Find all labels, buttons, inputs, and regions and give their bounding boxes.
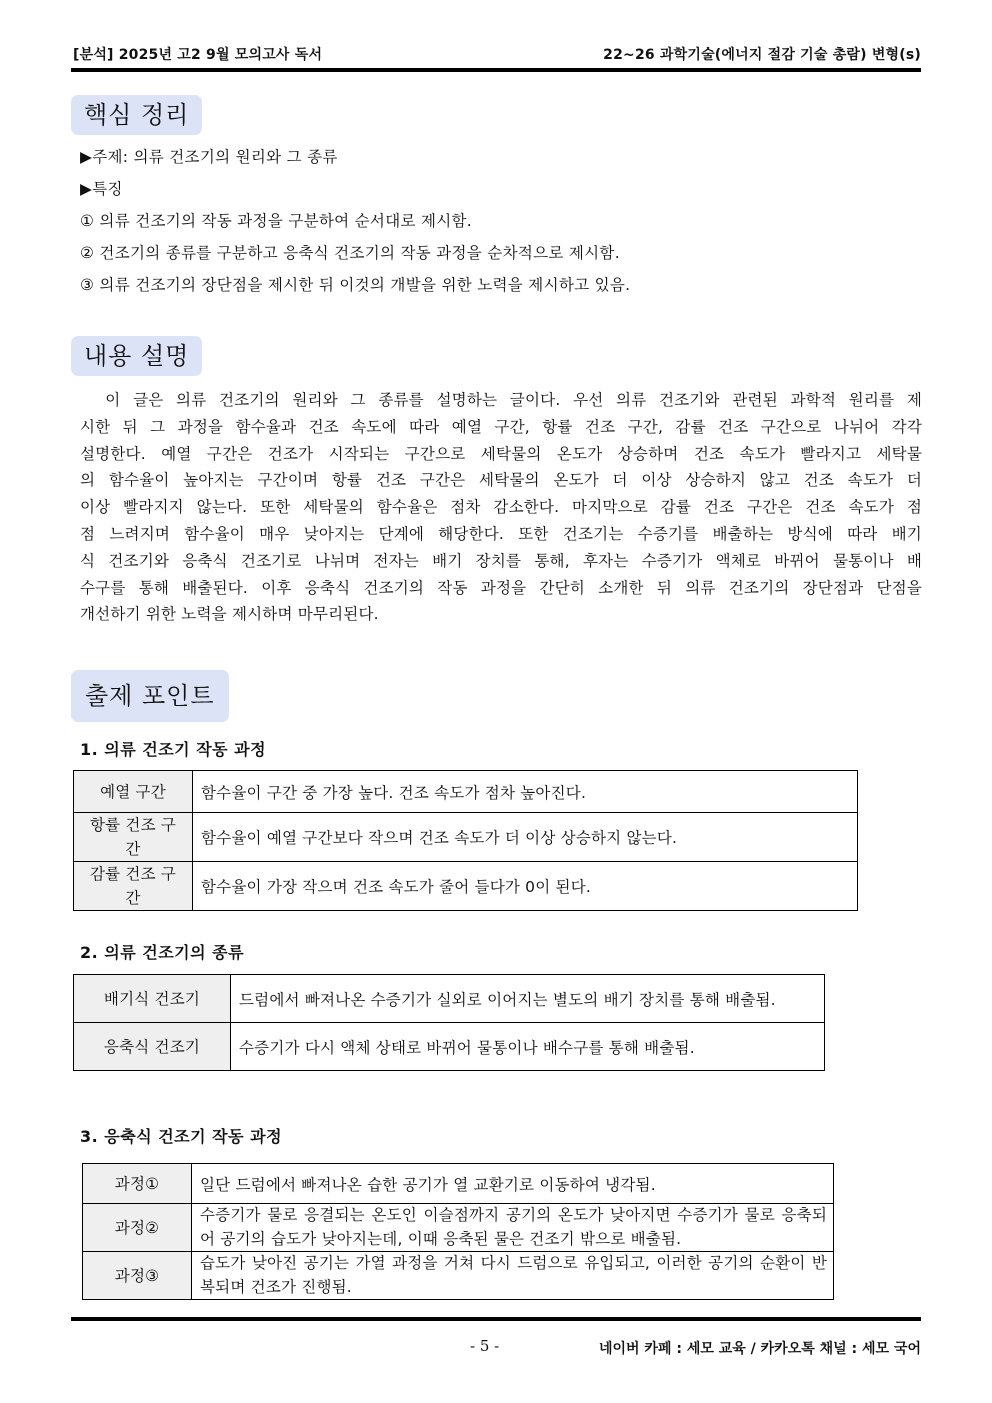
row-key: 감률 건조 구간 — [74, 862, 193, 911]
drying-process-table — [73, 770, 858, 911]
row-key: 응축식 건조기 — [74, 1023, 231, 1071]
points-sec3-heading: 3. 응축식 건조기 작동 과정 — [80, 1127, 283, 1146]
points-sec2-heading: 2. 의류 건조기의 종류 — [80, 943, 245, 962]
footer-divider — [71, 1317, 921, 1321]
row-key: 배기식 건조기 — [74, 975, 231, 1023]
table-row — [74, 862, 858, 911]
table-row — [74, 813, 858, 862]
summary-feature-2: ② 건조기의 종류를 구분하고 응축식 건조기의 작동 과정을 순차적으로 제시함. — [80, 244, 620, 262]
content-line-8: 수구를 통해 배출된다. 이후 응축식 건조기의 작동 과정을 간단히 소개한 뒤 의류 건조기의 장단점과 단점을 — [80, 578, 922, 597]
table-row — [74, 771, 858, 813]
row-key: 예열 구간 — [74, 771, 193, 813]
row-value: 수증기가 물로 응결되는 온도인 이슬점까지 공기의 온도가 낮아지면 수증기가 물로 응축되어 공기의 습도가 낮아지는데, 이때 응축된 물은 건조기 밖으로 배출됨. — [192, 1204, 834, 1252]
summary-feature-3: ③ 의류 건조기의 장단점을 제시한 뒤 이것의 개발을 위한 노력을 제시하고 있음. — [80, 276, 631, 294]
table-row — [83, 1252, 834, 1300]
row-value: 드럼에서 빠져나온 수증기가 실외로 이어지는 별도의 배기 장치를 통해 배출됨. — [231, 975, 825, 1023]
points-sec1-heading: 1. 의류 건조기 작동 과정 — [80, 740, 267, 759]
row-key: 항률 건조 구간 — [74, 813, 193, 862]
content-section-title: 내용 설명 — [71, 336, 202, 376]
table-row — [83, 1164, 834, 1204]
condenser-process-table — [82, 1163, 834, 1300]
row-value: 함수율이 예열 구간보다 작으며 건조 속도가 더 이상 상승하지 않는다. — [193, 813, 858, 862]
header-left-title: [분석] 2025년 고2 9월 모의고사 독서 — [73, 47, 323, 63]
row-value: 습도가 낮아진 공기는 가열 과정을 거쳐 다시 드럼으로 유입되고, 이러한 공기의 순환이 반복되며 건조가 진행됨. — [192, 1252, 834, 1300]
page-number: - 5 - — [470, 1337, 500, 1355]
content-line-6: 점 느려지며 함수율이 매우 낮아지는 단계에 해당한다. 또한 건조기는 수증기를 배출하는 방식에 따라 배기 — [80, 524, 922, 543]
table-row — [83, 1204, 834, 1252]
row-key: 과정① — [83, 1164, 192, 1204]
header-right-title: 22~26 과학기술(에너지 절감 기술 총람) 변형(s) — [603, 47, 921, 63]
row-value: 수증기가 다시 액체 상태로 바뀌어 물통이나 배수구를 통해 배출됨. — [231, 1023, 825, 1071]
content-line-3: 설명한다. 예열 구간은 건조가 시작되는 구간으로 세탁물의 온도가 상승하며 건조 속도가 빨라지고 세탁물 — [80, 444, 922, 463]
row-value: 일단 드럼에서 빠져나온 습한 공기가 열 교환기로 이동하여 냉각됨. — [192, 1164, 834, 1204]
table-row — [74, 975, 825, 1023]
content-line-9: 개선하기 위한 노력을 제시하며 마무리된다. — [80, 605, 379, 624]
dryer-types-table — [73, 974, 825, 1071]
row-key: 과정③ — [83, 1252, 192, 1300]
summary-topic: ▶주제: 의류 건조기의 원리와 그 종류 — [80, 148, 338, 166]
content-line-7: 식 건조기와 응축식 건조기로 나뉘며 전자는 배기 장치를 통해, 후자는 수증기가 액체로 바뀌어 물통이나 배 — [80, 551, 922, 570]
content-paragraph — [80, 387, 922, 628]
row-value: 함수율이 구간 중 가장 높다. 건조 속도가 점차 높아진다. — [193, 771, 858, 813]
points-section-title: 출제 포인트 — [71, 670, 229, 722]
content-line-2: 시한 뒤 그 과정을 함수율과 건조 속도에 따라 예열 구간, 항률 건조 구간, 감률 건조 구간으로 나뉘어 각각 — [80, 417, 922, 436]
header-divider — [71, 68, 921, 72]
content-line-4: 의 함수율이 높아지는 구간이며 항률 건조 구간은 세탁물의 온도가 더 이상 상승하지 않고 건조 속도가 더 — [80, 471, 922, 490]
table-row — [74, 1023, 825, 1071]
summary-section-title: 핵심 정리 — [71, 95, 202, 135]
summary-feature-1: ① 의류 건조기의 작동 과정을 구분하여 순서대로 제시함. — [80, 212, 473, 230]
row-value: 함수율이 가장 작으며 건조 속도가 줄어 들다가 0이 된다. — [193, 862, 858, 911]
content-line-1: 이 글은 의류 건조기의 원리와 그 종류를 설명하는 글이다. 우선 의류 건조기와 관련된 과학적 원리를 제 — [80, 391, 922, 409]
content-line-5: 이상 빨라지지 않는다. 또한 세탁물의 함수율은 점차 감소한다. 마지막으로 감률 건조 구간은 건조 속도가 점 — [80, 498, 922, 517]
summary-features-label: ▶특징 — [80, 180, 123, 198]
footer-channel-info: 네이버 카페 : 세모 교육 / 카카오톡 채널 : 세모 국어 — [598, 1341, 921, 1357]
row-key: 과정② — [83, 1204, 192, 1252]
